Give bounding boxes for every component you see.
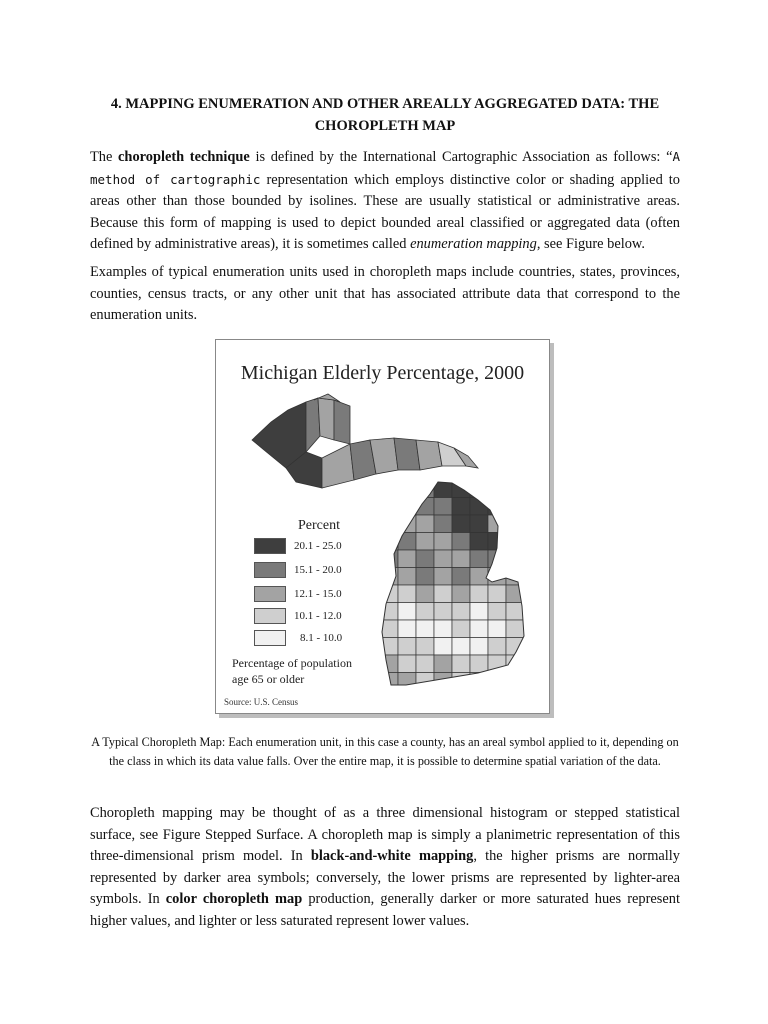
lp-county <box>506 603 524 621</box>
lp-county <box>524 655 542 673</box>
note-line-2: age 65 or older <box>232 672 305 686</box>
lp-county <box>416 655 434 673</box>
lp-county <box>416 480 434 498</box>
lp-county <box>488 585 506 603</box>
lp-county <box>416 620 434 638</box>
lp-county <box>380 585 398 603</box>
lp-county <box>398 620 416 638</box>
lp-county <box>416 638 434 656</box>
lp-county <box>398 568 416 586</box>
lp-county <box>524 515 542 533</box>
lp-county <box>488 603 506 621</box>
note-line-1: Percentage of population <box>232 656 352 670</box>
legend-swatch <box>254 608 286 624</box>
lp-county <box>506 515 524 533</box>
lp-county <box>434 533 452 551</box>
lp-county <box>506 620 524 638</box>
figure-note <box>232 655 352 687</box>
lp-county <box>380 515 398 533</box>
lp-county <box>398 603 416 621</box>
figure-caption: A Typical Choropleth Map: Each enumeration unit, in this case a county, has an areal symbol applied to it, depending on the class in which its data value falls. Over the entire map, it is possible to determine spatial variation of the data. <box>91 735 679 768</box>
lp-county <box>434 655 452 673</box>
lp-county <box>506 480 524 498</box>
p1-text-1: The <box>90 149 119 165</box>
lp-county <box>452 498 470 516</box>
p1-text-4: , see Figure below. <box>536 236 645 252</box>
p3-bold-term-1: black-and-white mapping <box>310 848 474 864</box>
lp-county <box>398 655 416 673</box>
lp-county <box>524 550 542 568</box>
lp-county <box>542 620 549 638</box>
lp-county <box>434 568 452 586</box>
definition-paragraph <box>90 146 680 256</box>
lp-county <box>488 568 506 586</box>
p1-text-2: is defined by the International Cartographic Association as follows: “ <box>249 149 673 165</box>
legend-label: 15.1 - 20.0 <box>294 564 342 576</box>
lp-county <box>416 585 434 603</box>
lp-county <box>524 533 542 551</box>
up-county <box>318 398 334 440</box>
lp-county <box>470 515 488 533</box>
p1-mono-quote: A method of cartographic <box>90 149 681 187</box>
legend-swatch <box>254 586 286 602</box>
lp-county <box>488 673 506 691</box>
lp-county <box>506 568 524 586</box>
lp-county <box>452 655 470 673</box>
lp-county <box>470 480 488 498</box>
lp-county <box>380 603 398 621</box>
lp-county <box>488 550 506 568</box>
legend-label: 20.1 - 25.0 <box>294 540 342 552</box>
lp-county <box>398 585 416 603</box>
lp-county <box>542 480 549 498</box>
lp-county <box>488 620 506 638</box>
lp-county <box>542 673 549 691</box>
lp-county <box>524 480 542 498</box>
p1-text-3: representation which employs distinctive color or shading applied to areas other than those bounded by isolines. These are usually statistical or administrative areas. Because this form of mapping is used to depict bounded areal classified or aggregated data (often defined by administrative areas), it is sometimes called <box>90 171 680 252</box>
lp-county <box>542 638 549 656</box>
lp-county <box>470 620 488 638</box>
lp-county <box>434 498 452 516</box>
lp-county <box>398 550 416 568</box>
lp-county <box>524 585 542 603</box>
p3-bold-term-2: color choropleth map <box>165 891 303 907</box>
lp-county <box>524 603 542 621</box>
up-county <box>334 400 350 444</box>
lp-county <box>524 638 542 656</box>
p3-text-3: production, generally darker or more saturated hues represent higher values, and lighter or less saturated represent lower values. <box>90 891 680 929</box>
lp-county <box>434 638 452 656</box>
lp-county <box>506 498 524 516</box>
legend-label: 8.1 - 10.0 <box>300 632 343 644</box>
upper-peninsula <box>252 394 478 488</box>
lp-county <box>434 673 452 691</box>
heading-line-2: CHOROPLETH MAP <box>314 118 456 134</box>
up-county <box>322 444 354 488</box>
figure-source: Source: U.S. Census <box>224 697 298 707</box>
lp-county <box>452 585 470 603</box>
legend-swatch <box>254 538 286 554</box>
lp-county <box>452 550 470 568</box>
up-county <box>306 398 320 452</box>
lp-county <box>524 673 542 691</box>
lp-county <box>542 515 549 533</box>
lp-county <box>380 655 398 673</box>
lp-county <box>416 603 434 621</box>
lp-county <box>434 550 452 568</box>
lp-county <box>542 498 549 516</box>
lp-county <box>380 480 398 498</box>
lp-county <box>398 673 416 691</box>
lp-county <box>524 568 542 586</box>
lp-county <box>380 498 398 516</box>
examples-paragraph: Examples of typical enumeration units used in choropleth maps include countries, states, provinces, counties, census tracts, or any other unit that has associated attribute data that correspond to the enumeration units. <box>90 264 680 323</box>
lower-peninsula <box>380 480 549 690</box>
lp-county <box>398 638 416 656</box>
lp-county <box>434 585 452 603</box>
lp-county <box>524 620 542 638</box>
lp-county <box>506 533 524 551</box>
lp-county <box>470 533 488 551</box>
figure-title: Michigan Elderly Percentage, 2000 <box>240 362 525 384</box>
lp-county <box>470 550 488 568</box>
lp-county <box>506 550 524 568</box>
p1-bold-term: choropleth technique <box>118 149 250 165</box>
stepped-surface-paragraph <box>90 803 680 932</box>
lp-county <box>452 533 470 551</box>
lp-county <box>416 515 434 533</box>
legend-swatch <box>254 630 286 646</box>
lp-county <box>398 533 416 551</box>
lp-county <box>416 550 434 568</box>
lp-county <box>470 655 488 673</box>
lp-county <box>452 515 470 533</box>
lp-county <box>452 603 470 621</box>
lp-county <box>470 568 488 586</box>
lp-county <box>506 638 524 656</box>
lp-county <box>470 673 488 691</box>
lp-county <box>398 480 416 498</box>
lp-county <box>524 498 542 516</box>
legend-label: 12.1 - 15.0 <box>294 588 342 600</box>
lp-county <box>506 673 524 691</box>
legend-title: Percent <box>298 518 340 533</box>
lp-county <box>542 568 549 586</box>
lp-county <box>452 620 470 638</box>
lp-county <box>488 638 506 656</box>
lp-county <box>488 480 506 498</box>
lp-county <box>542 533 549 551</box>
lp-county <box>452 638 470 656</box>
legend-label: 10.1 - 12.0 <box>294 610 342 622</box>
heading-line-1: 4. MAPPING ENUMERATION AND OTHER AREALLY AGGREGATED DATA: THE <box>110 96 660 112</box>
lp-county <box>434 515 452 533</box>
lp-county <box>542 603 549 621</box>
lp-county <box>470 585 488 603</box>
lp-county <box>470 638 488 656</box>
choropleth-figure <box>215 339 550 714</box>
p3-text-1: Choropleth mapping may be thought of as a three dimensional histogram or stepped statistical surface, see Figure Stepped Surface. A choropleth map is simply a planimetric representation of this three-dimensional prism model. In <box>90 805 680 864</box>
lp-county <box>398 498 416 516</box>
legend-swatch <box>254 562 286 578</box>
lp-county <box>452 568 470 586</box>
lp-county <box>542 550 549 568</box>
lp-county <box>542 585 549 603</box>
lp-county <box>380 533 398 551</box>
section-heading <box>90 93 680 137</box>
lp-county <box>416 568 434 586</box>
lp-county <box>434 603 452 621</box>
p1-italic-term: enumeration mapping <box>410 236 537 252</box>
lp-county <box>470 603 488 621</box>
p3-text-2: , the higher prisms are normally represented by darker area symbols; conversely, the lower prisms are represented by lighter-area symbols. In <box>90 848 680 907</box>
lp-county <box>416 533 434 551</box>
lp-county <box>542 655 549 673</box>
lp-county <box>434 620 452 638</box>
